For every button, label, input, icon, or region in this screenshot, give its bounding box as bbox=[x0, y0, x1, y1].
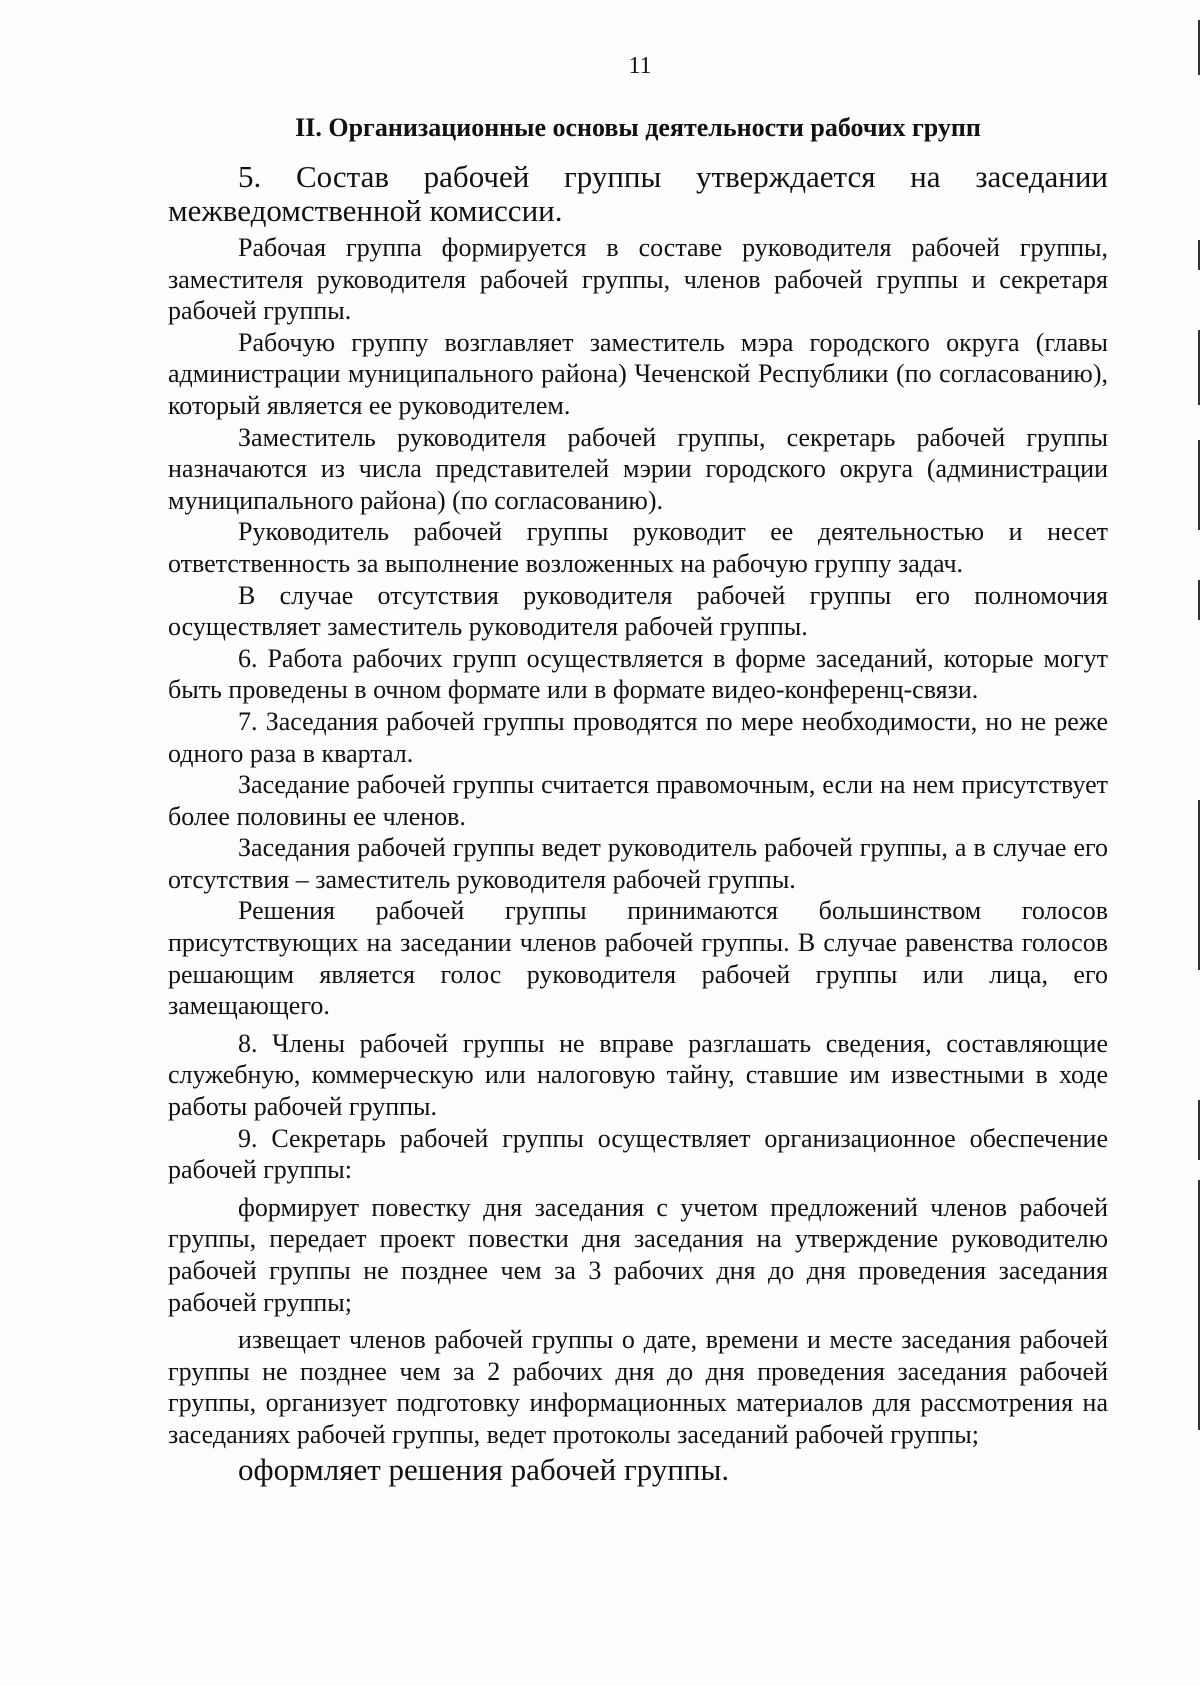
paragraph: В случае отсутствия руководителя рабочей группы его полномочия осуществляет заместитель руководителя рабочей группы. bbox=[168, 580, 1108, 642]
paragraph: Руководитель рабочей группы руководит ее деятельностью и несет ответственность за выполнение возложенных на рабочую группу задач. bbox=[168, 517, 1108, 578]
paragraph-9: 9. Секретарь рабочей группы осуществляет организационное обеспечение рабочей группы: bbox=[168, 1123, 1108, 1185]
paragraph-8: 8. Члены рабочей группы не вправе разглашать сведения, составляющие служебную, коммерческую или налоговую тайну, ставшие им известными в ходе работы рабочей группы. bbox=[168, 1028, 1108, 1122]
paragraph: Рабочая группа формируется в составе руководителя рабочей группы, заместителя руководителя рабочей группы, членов рабочей группы и секретаря рабочей группы. bbox=[168, 233, 1108, 326]
list-item: извещает членов рабочей группы о дате, времени и месте заседания рабочей группы не позднее чем за 2 рабочих дня до дня проведения заседания рабочей группы, организует подготовку информационных материалов для рассмотрения на заседаниях рабочей группы, ведет протоколы заседаний рабочей группы; bbox=[168, 1325, 1108, 1449]
paragraph: Заместитель руководителя рабочей группы, секретарь рабочей группы назначаются из числа представителей мэрии городского округа (администрации муниципального района) (по согласованию). bbox=[168, 422, 1108, 515]
paragraph: Заседания рабочей группы ведет руководитель рабочей группы, а в случае его отсутствия – заместитель руководителя рабочей группы. bbox=[168, 833, 1108, 894]
paragraph-5: 5. Состав рабочей группы утверждается на заседании межведомственной комиссии. bbox=[168, 159, 1108, 228]
list-item: оформляет решения рабочей группы. bbox=[238, 1451, 730, 1487]
paragraph: Решения рабочей группы принимаются большинством голосов присутствующих на заседании членов рабочей группы. В случае равенства голосов решающим является голос руководителя рабочей группы или лица, его замещающего. bbox=[168, 896, 1108, 1021]
section-heading: II. Организационные основы деятельности рабочих групп bbox=[295, 113, 981, 142]
list-item: формирует повестку дня заседания с учетом предложений членов рабочей группы, передает проект повестки дня заседания на утверждение руководителю рабочей группы не позднее чем за 3 рабочих дня до дня проведения заседания рабочей группы; bbox=[168, 1192, 1108, 1317]
page-number: 11 bbox=[628, 53, 652, 79]
document-body bbox=[168, 158, 1108, 1491]
paragraph-6: 6. Работа рабочих групп осуществляется в форме заседаний, которые могут быть проведены в очном формате или в формате видео-конференц-связи. bbox=[168, 643, 1108, 705]
paragraph: Заседание рабочей группы считается правомочным, если на нем присутствует более половины ее членов. bbox=[168, 770, 1108, 831]
paragraph: Рабочую группу возглавляет заместитель мэра городского округа (главы администрации муниципального района) Чеченской Республики (по согласованию), который является ее руководителем. bbox=[168, 327, 1108, 420]
paragraph-7: 7. Заседания рабочей группы проводятся по мере необходимости, но не реже одного раза в квартал. bbox=[168, 706, 1108, 768]
